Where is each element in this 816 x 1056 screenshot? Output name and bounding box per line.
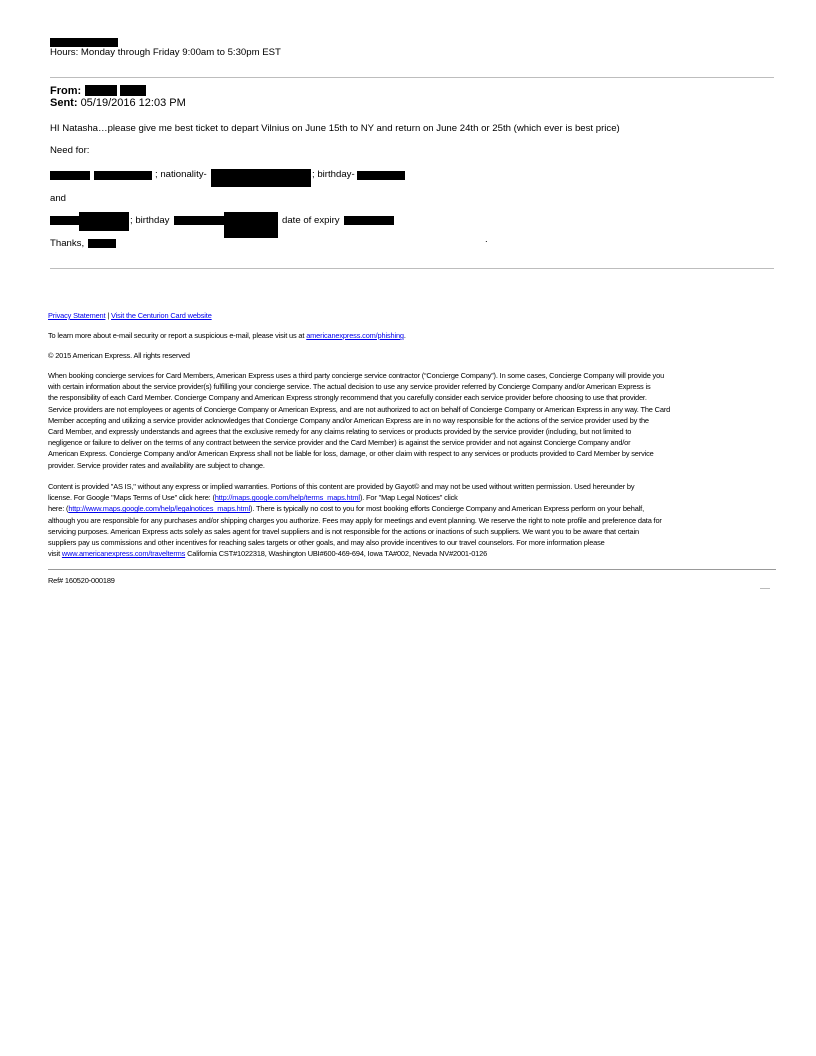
redacted-passport — [224, 212, 278, 238]
sent-value: 05/19/2016 12:03 PM — [80, 97, 186, 109]
from-label: From: — [50, 85, 82, 97]
footer-tick-mark — [760, 588, 770, 589]
redacted-traveller2-last — [79, 212, 129, 231]
birthday-label-1: ; birthday- — [312, 169, 355, 180]
content-notice — [48, 481, 788, 559]
disclaimer-line: Member accepting and utilizing a service provider acknowledges that Concierge Company and/or American Express are in no way responsible for the actions of the service provider used by the — [48, 415, 649, 425]
content-line-2b: ). For "Map Legal Notices" click — [359, 493, 458, 503]
content-line-1: Content is provided "AS IS," without any express or implied warranties. Portions of this content are provided by Gayot© and may not be used without written permission. Used hereunder by — [48, 482, 635, 491]
content-line-3b: ). There is typically no cost to you for most booking efforts Concierge Company and American Express perform on your behalf, — [250, 504, 644, 514]
redacted-from-first — [85, 85, 117, 96]
reference-number: Ref# 160520-000189 — [48, 576, 115, 585]
content-line-2a: license. For Google "Maps Terms of Use" click here: ( — [48, 493, 215, 503]
content-line-3a: here: ( — [48, 504, 69, 514]
and-text: and — [50, 193, 67, 204]
nationality-label: ; nationality- — [155, 169, 207, 180]
disclaimer-line: American Express. Concierge Company and/or American Express shall not be liable for loss, damage, or other claim with respect to any services or products provided to Card Member by service — [48, 449, 654, 459]
maps-terms-link[interactable]: http://maps.google.com/help/terms_maps.html — [214, 493, 360, 503]
redacted-nationality — [211, 169, 311, 187]
disclaimer-line: Card Member, and expressly understands and agrees that the exclusive remedy for any claims relating to services or products provided by the service provider (including, but not limited to — [48, 427, 632, 437]
content-line-2 — [48, 492, 788, 503]
redacted-birthday-2 — [174, 216, 224, 225]
link-separator: | — [107, 311, 110, 320]
birthday-label-2: ; birthday — [130, 215, 170, 226]
content-line-3 — [48, 503, 788, 514]
content-line-5: servicing purposes. American Express acts solely as sales agent for travel suppliers and is not responsible for the actions or inactions of such suppliers. We want you to be aware that certain — [48, 526, 639, 536]
security-text: To learn more about e-mail security or report a suspicious e-mail, please visit us at — [48, 331, 305, 340]
thanks-text: Thanks, — [50, 238, 85, 249]
sent-label: Sent: — [50, 97, 78, 109]
redacted-signature — [88, 239, 116, 248]
privacy-statement-link[interactable]: Privacy Statement — [48, 311, 106, 320]
expiry-label: date of expiry — [282, 215, 340, 226]
redacted-birthday-1 — [357, 171, 405, 180]
redacted-traveller1-first — [50, 171, 90, 180]
divider-top — [50, 77, 774, 78]
redacted-name-header — [50, 38, 118, 47]
travel-terms-link[interactable]: www.americanexpress.com/travelterms — [61, 549, 186, 559]
copyright: © 2015 American Express. All rights reserved — [48, 351, 190, 360]
redacted-from-last — [120, 85, 146, 96]
disclaimer-line: Service providers are not employees or agents of Concierge Company or American Express, and are not authorized to act on behalf of Concierge Company or American Express in any way. The Card — [48, 404, 671, 414]
redacted-traveller1-last — [94, 171, 152, 180]
sent-line — [50, 97, 186, 109]
redacted-expiry — [344, 216, 394, 225]
disclaimer-line: provider. Service provider rates and availability are subject to change. — [48, 460, 265, 470]
disclaimer-line: negligence or failure to deliver on the terms of any contract between the service provider and the Card Member) is against the service provider and not against Concierge Company and/or — [48, 438, 631, 448]
content-line-6: suppliers pay us commissions and other incentives for reaching sales targets or other goals, and may also provide incentives to our travel counselors. For more information please — [48, 538, 605, 548]
divider-middle — [50, 268, 774, 269]
disclaimer — [48, 370, 788, 471]
content-line-4: although you are responsible for any purchases and/or shipping charges you authorize. Fees may apply for meetings and event planning. We reserve the right to note profile and preference data for — [48, 515, 662, 525]
security-end: . — [403, 331, 406, 340]
disclaimer-line: When booking concierge services for Card Members, American Express uses a third party concierge service contractor (“Concierge Company”). In some cases, Concierge Company will provide you — [48, 371, 665, 380]
security-notice — [48, 330, 406, 341]
redacted-traveller2-first — [50, 216, 80, 225]
body-line-1: HI Natasha…please give me best ticket to depart Vilnius on June 15th to NY and return on June 24th or 25th (which ever is best price) — [50, 123, 620, 134]
content-line-7a: visit — [48, 549, 60, 559]
footer-links — [48, 310, 212, 321]
content-line-7 — [48, 548, 788, 559]
disclaimer-line: with certain information about the service provider(s) fulfilling your concierge service. The actual decision to use any service provider referred by Concierge Company and/or American Express is — [48, 382, 651, 392]
divider-bottom — [48, 569, 776, 570]
office-hours: Hours: Monday through Friday 9:00am to 5:30pm EST — [50, 47, 281, 58]
maps-legal-link[interactable]: http://www.maps.google.com/help/legalnotices_maps.html — [68, 504, 251, 514]
content-line-7b: California CST#1022318, Washington UBI#600-469-694, Iowa TA#002, Nevada NV#2001-0126 — [187, 549, 488, 559]
need-for: Need for: — [50, 145, 90, 156]
disclaimer-line: the responsibility of each Card Member. Concierge Company and American Express strongly recommend that you carefully consider each service provider before choosing to use that provider. — [48, 393, 647, 403]
stray-dot: . — [485, 234, 488, 245]
phishing-link[interactable]: americanexpress.com/phishing — [306, 331, 404, 340]
centurion-website-link[interactable]: Visit the Centurion Card website — [111, 311, 212, 320]
